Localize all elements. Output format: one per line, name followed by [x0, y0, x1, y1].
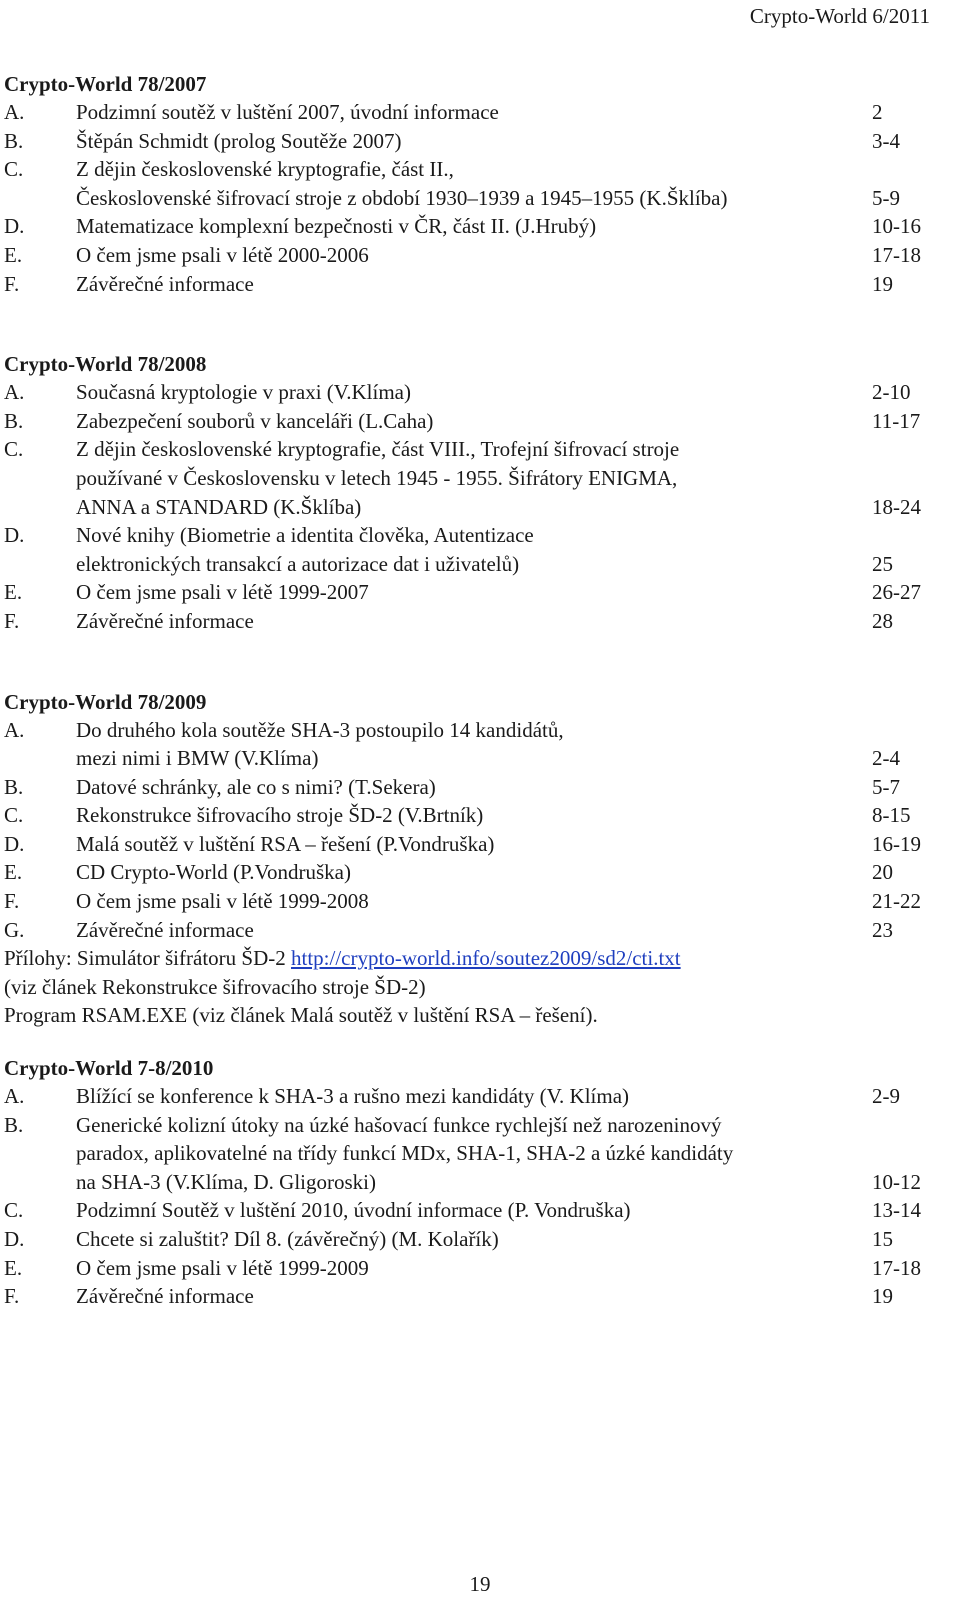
entry-title: Chcete si zaluštit? Díl 8. (závěrečný) (M. Kolařík) [76, 1227, 499, 1251]
attachments-note [4, 944, 934, 1030]
list-item [4, 241, 934, 270]
list-item [4, 407, 934, 436]
toc-section-2008 [4, 350, 934, 635]
list-item [4, 607, 934, 636]
entry-title: Z dějin československé kryptografie, část II., Československé šifrovací stroje z období 1930–1939 a 1945–1955 (K.Šklíba) [76, 157, 728, 210]
entry-letter: E. [4, 242, 23, 267]
page-number: 19 [469, 1572, 491, 1596]
entry-letter: F. [4, 889, 20, 914]
list-item [4, 521, 934, 578]
entry-pages: 25 [872, 551, 893, 576]
entry-title: Podzimní soutěž v luštění 2007, úvodní informace [76, 100, 499, 124]
entry-title: O čem jsme psali v létě 1999-2007 [76, 580, 369, 605]
list-item [4, 212, 934, 241]
table-of-contents [4, 70, 934, 1311]
entry-title: O čem jsme psali v létě 1999-2009 [76, 1255, 369, 1280]
entry-title: Závěrečné informace [76, 608, 254, 633]
list-item [4, 1111, 934, 1197]
entry-letter: B. [4, 774, 24, 799]
entry-letter: E. [4, 580, 23, 605]
entry-letter: C. [4, 437, 24, 462]
entry-letter: D. [4, 1227, 25, 1251]
list-item [4, 801, 934, 830]
entry-title: Štěpán Schmidt (prolog Soutěže 2007) [76, 128, 402, 153]
entry-letter: D. [4, 523, 25, 548]
entry-pages: 5-7 [872, 774, 900, 799]
list-item [4, 435, 934, 521]
toc-section-2007 [4, 70, 934, 298]
entry-title: Matematizace komplexní bezpečnosti v ČR, část II. (J.Hrubý) [76, 214, 597, 239]
entry-pages: 19 [872, 1284, 893, 1309]
toc-section-2010 [4, 1054, 934, 1311]
entry-pages: 10-16 [872, 214, 921, 239]
entry-pages: 18-24 [872, 494, 921, 519]
entry-letter: G. [4, 917, 25, 942]
entry-title: Současná kryptologie v praxi (V.Klíma) [76, 380, 411, 405]
entry-pages: 20 [872, 860, 893, 885]
entry-letter: C. [4, 803, 24, 828]
entry-title: CD Crypto-World (P.Vondruška) [76, 860, 351, 885]
entry-title: Blížící se konference k SHA-3 a rušno mezi kandidáty (V. Klíma) [76, 1084, 630, 1109]
entry-pages: 13-14 [872, 1198, 921, 1223]
list-item [4, 1254, 934, 1283]
entry-pages: 16-19 [872, 831, 921, 856]
attachments-line-3: Program RSAM.EXE (viz článek Malá soutěž v luštění RSA – řešení). [4, 1003, 598, 1028]
entry-letter: B. [4, 128, 24, 153]
entry-pages: 21-22 [872, 889, 921, 914]
page-header: Crypto-World 6/2011 [749, 4, 930, 28]
attachments-prefix: Přílohy: Simulátor šifrátoru ŠD-2 [4, 946, 291, 971]
entry-letter: A. [4, 717, 25, 742]
entry-title: Do druhého kola soutěže SHA-3 postoupilo 14 kandidátů, mezi nimi i BMW (V.Klíma) [76, 717, 564, 771]
section-title: Crypto-World 7-8/2010 [4, 1056, 214, 1081]
entry-title: O čem jsme psali v létě 2000-2006 [76, 242, 369, 267]
entry-letter: D. [4, 214, 25, 239]
entry-pages: 11-17 [872, 408, 921, 433]
attachments-line-2: (viz článek Rekonstrukce šifrovacího stroje ŠD-2) [4, 974, 426, 999]
list-item [4, 127, 934, 156]
entry-pages: 15 [872, 1227, 893, 1251]
entry-letter: F. [4, 1284, 20, 1309]
entry-letter: C. [4, 157, 24, 182]
entry-title: Datové schránky, ale co s nimi? (T.Sekera) [76, 774, 436, 799]
entry-title: Rekonstrukce šifrovacího stroje ŠD-2 (V.Brtník) [76, 803, 484, 828]
list-item [4, 887, 934, 916]
entry-pages: 2-10 [872, 380, 911, 405]
entry-title: Závěrečné informace [76, 1284, 254, 1309]
entry-letter: A. [4, 1084, 25, 1109]
list-item [4, 578, 934, 607]
entry-letter: D. [4, 831, 25, 856]
entry-pages: 17-18 [872, 242, 921, 267]
list-item [4, 378, 934, 407]
entry-letter: F. [4, 271, 20, 296]
entry-letter: F. [4, 608, 20, 633]
entry-letter: C. [4, 1198, 24, 1223]
list-item [4, 716, 934, 773]
entry-pages: 10-12 [872, 1169, 921, 1194]
entry-pages: 2-4 [872, 746, 900, 771]
list-item [4, 1082, 934, 1111]
entry-title: Zabezpečení souborů v kanceláři (L.Caha) [76, 408, 434, 433]
entry-letter: E. [4, 860, 23, 885]
list-item [4, 1225, 934, 1254]
section-title: Crypto-World 78/2009 [4, 689, 207, 714]
list-item [4, 270, 934, 299]
entry-title: O čem jsme psali v létě 1999-2008 [76, 889, 369, 914]
section-title: Crypto-World 78/2008 [4, 352, 207, 377]
list-item [4, 858, 934, 887]
entry-title: Generické kolizní útoky na úzké hašovací funkce rychlejší než narozeninový paradox, aplikovatelné na třídy funkcí MDx, SHA-1, SHA-2 a úzké kandidáty na SHA-3 (V.Klíma, D. Gligoroski) [76, 1112, 734, 1194]
entry-pages: 23 [872, 917, 893, 942]
entry-letter: B. [4, 408, 24, 433]
entry-pages: 28 [872, 608, 893, 633]
list-item [4, 98, 934, 127]
entry-pages: 8-15 [872, 803, 911, 828]
entry-title: Malá soutěž v luštění RSA – řešení (P.Vondruška) [76, 831, 495, 856]
entry-letter: A. [4, 100, 25, 124]
list-item [4, 830, 934, 859]
list-item [4, 155, 934, 212]
entry-letter: B. [4, 1112, 24, 1137]
entry-title: Závěrečné informace [76, 271, 254, 296]
entry-letter: E. [4, 1255, 23, 1280]
entry-title: Závěrečné informace [76, 917, 254, 942]
list-item [4, 916, 934, 945]
entry-title: Podzimní Soutěž v luštění 2010, úvodní informace (P. Vondruška) [76, 1198, 631, 1223]
toc-section-2009 [4, 688, 934, 1031]
list-item [4, 1282, 934, 1311]
section-title: Crypto-World 78/2007 [4, 72, 207, 96]
entry-pages: 2-9 [872, 1084, 900, 1109]
entry-pages: 19 [872, 271, 893, 296]
list-item [4, 1196, 934, 1225]
entry-pages: 26-27 [872, 580, 921, 605]
list-item [4, 773, 934, 802]
entry-pages: 17-18 [872, 1255, 921, 1280]
entry-pages: 5-9 [872, 185, 900, 210]
entry-pages: 3-4 [872, 128, 900, 153]
entry-title: Nové knihy (Biometrie a identita člověka, Autentizace elektronických transakcí a autorizace dat i uživatelů) [76, 523, 534, 576]
entry-letter: A. [4, 380, 25, 405]
attachment-link[interactable]: http://crypto-world.info/soutez2009/sd2/cti.txt [291, 946, 681, 971]
entry-title: Z dějin československé kryptografie, část VIII., Trofejní šifrovací stroje používané v Československu v letech 1945 - 1955. Šifrátory ENIGMA, ANNA a STANDARD (K.Šklíba) [76, 437, 680, 519]
entry-pages: 2 [872, 100, 883, 124]
